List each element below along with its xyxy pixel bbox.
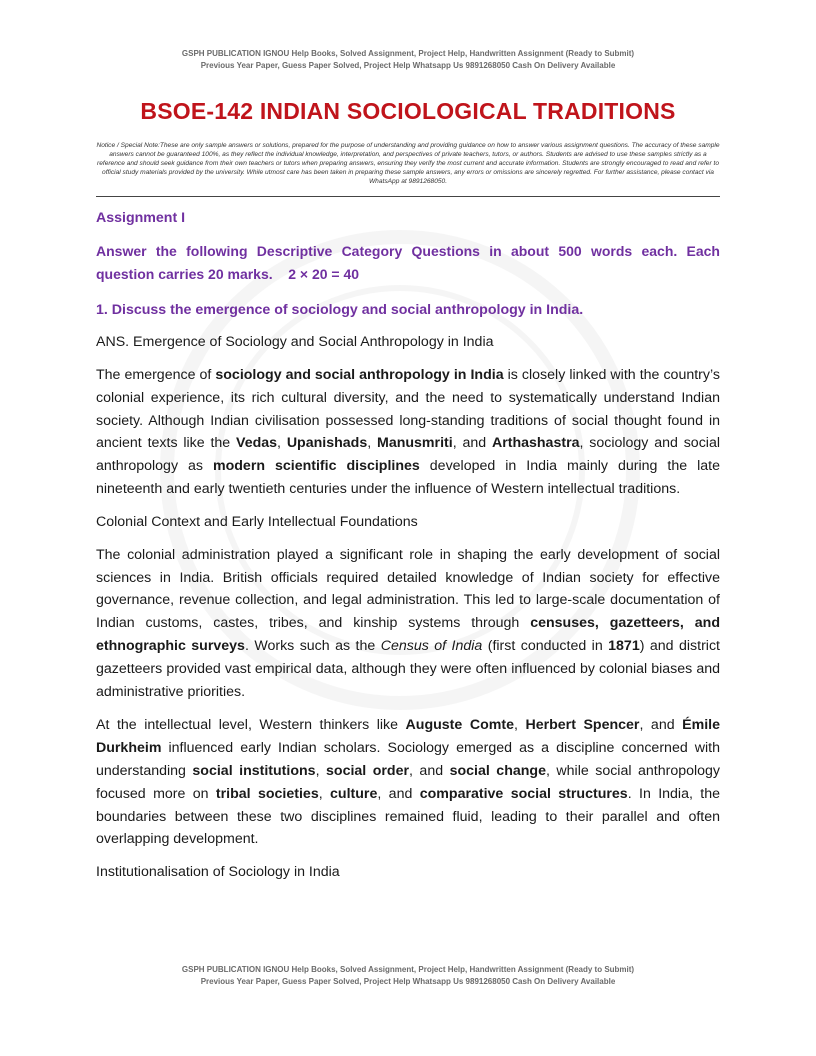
bold-run: Émile Durkheim: [96, 717, 720, 757]
bold-run: censuses, gazetteers, and ethnographic surveys: [96, 615, 720, 654]
bold-run: Auguste Comte: [405, 717, 514, 734]
special-notice: Notice / Special Note:These are only sample answers or solutions, prepared for the purpose of understanding and providing guidance on how to answer various assignment questions. The accuracy of these sample answers cannot be guaranteed 100%, as they reflect the individual knowledge, interpretation, and perspectives of private teachers, tutors, or authors. Students are advised to use these samples strictly as a reference and should seek guidance from their own teachers or tutors when preparing answers, ensuring they verify the most current and accurate information. Students are strongly encouraged to read and refer to official study materials provided by the university. While utmost care has been taken in preparing these sample answers, any errors or omissions are sincerely regretted. For further assistance, please contact via WhatsApp at 9891268050.: [96, 142, 720, 185]
text-run: ,: [367, 435, 377, 452]
text-run: , sociology and social anthropology as: [96, 435, 720, 475]
bold-run: modern scientific disciplines: [212, 458, 420, 475]
bold-run: social change: [449, 762, 546, 779]
text-run: , and: [377, 785, 420, 802]
marks-text: 2 × 20 = 40: [288, 266, 360, 282]
text-run: ,: [315, 762, 327, 779]
instructions: [96, 240, 720, 286]
paragraph-2: [96, 544, 720, 704]
text-run: is closely linked with the country’s colonial experience, its rich cultural diversity, and the need to systematically understand Indian society. Although Indian civilisation possessed long-standing traditions of social thought found in ancient texts like the: [96, 367, 720, 452]
answer-heading: ANS. Emergence of Sociology and Social Anthropology in India: [96, 334, 494, 350]
text-run: , and: [452, 435, 492, 452]
bold-run: sociology and social anthropology in India: [215, 367, 504, 383]
bold-run: Manusmriti: [377, 435, 453, 452]
assignment-heading: Assignment I: [96, 210, 186, 226]
text-run: ,: [318, 785, 331, 802]
text-run: ) and district gazetteers provided vast empirical data, although they were often influenced by colonial biases and administrative priorities.: [96, 637, 720, 700]
bold-run: culture: [330, 785, 378, 802]
text-run: , while social anthropology focused more on: [96, 762, 721, 802]
text-run: ,: [277, 435, 287, 452]
header-line-1: GSPH PUBLICATION IGNOU Help Books, Solved Assignment, Project Help, Handwritten Assignment (Ready to Submit): [181, 49, 635, 58]
subheading-institutionalisation: Institutionalisation of Sociology in India: [96, 864, 340, 881]
footer-line-2: Previous Year Paper, Guess Paper Solved, Project Help Whatsapp Us 9891268050 Cash On Delivery Available: [200, 977, 616, 986]
bold-run: Arthashastra: [491, 435, 580, 452]
text-run: influenced early Indian scholars. Sociology emerged as a discipline concerned with understanding: [96, 740, 720, 779]
bold-run: social order: [326, 762, 409, 779]
paragraph-3: [96, 714, 720, 851]
text-run: developed in India mainly during the late nineteenth and early twentieth centuries under the influence of Western intellectual traditions.: [96, 458, 720, 497]
bold-run: Upanishads: [286, 435, 368, 452]
bold-run: tribal societies: [215, 785, 319, 802]
text-run: The colonial administration played a significant role in shaping the early development of social sciences in India. British officials required detailed knowledge of Indian society for effective governance, revenue collection, and legal administration. This led to large-scale documentation of Indian customs, castes, tribes, and kinship systems through: [96, 546, 720, 632]
document-title: BSOE-142 INDIAN SOCIOLOGICAL TRADITIONS: [140, 98, 676, 124]
bold-run: 1871: [608, 637, 640, 654]
bold-run: Herbert Spencer: [525, 717, 640, 734]
document-body: [96, 208, 720, 894]
text-run: . In India, the boundaries between these two disciplines remained fluid, leading to their parallel and often overlapping development.: [96, 785, 721, 848]
subheading-colonial-context: Colonial Context and Early Intellectual Foundations: [96, 513, 418, 530]
instructions-text: Answer the following Descriptive Category Questions in about 500 words each. Each question carries 20 marks.: [96, 243, 720, 282]
italic-run: Census of India: [380, 637, 483, 654]
text-run: At the intellectual level, Western thinkers like: [96, 717, 406, 734]
page-footer: [60, 964, 756, 988]
text-run: , and: [409, 762, 450, 779]
text-run: . Works such as the: [244, 637, 381, 654]
page-header: [60, 48, 756, 72]
footer-line-1: GSPH PUBLICATION IGNOU Help Books, Solved Assignment, Project Help, Handwritten Assignment (Ready to Submit): [181, 965, 635, 974]
text-run: The emergence of: [96, 367, 216, 383]
text-run: , and: [639, 717, 683, 734]
header-line-2: Previous Year Paper, Guess Paper Solved, Project Help Whatsapp Us 9891268050 Cash On Delivery Available: [200, 61, 616, 70]
bold-run: social institutions: [192, 762, 316, 779]
paragraph-1: [96, 364, 720, 501]
text-run: (first conducted in: [482, 637, 609, 654]
bold-run: comparative social structures: [419, 785, 628, 802]
text-run: ,: [513, 717, 526, 734]
question-1: 1. Discuss the emergence of sociology and social anthropology in India.: [96, 302, 584, 318]
bold-run: Vedas: [236, 435, 278, 452]
header-divider: [96, 196, 720, 197]
